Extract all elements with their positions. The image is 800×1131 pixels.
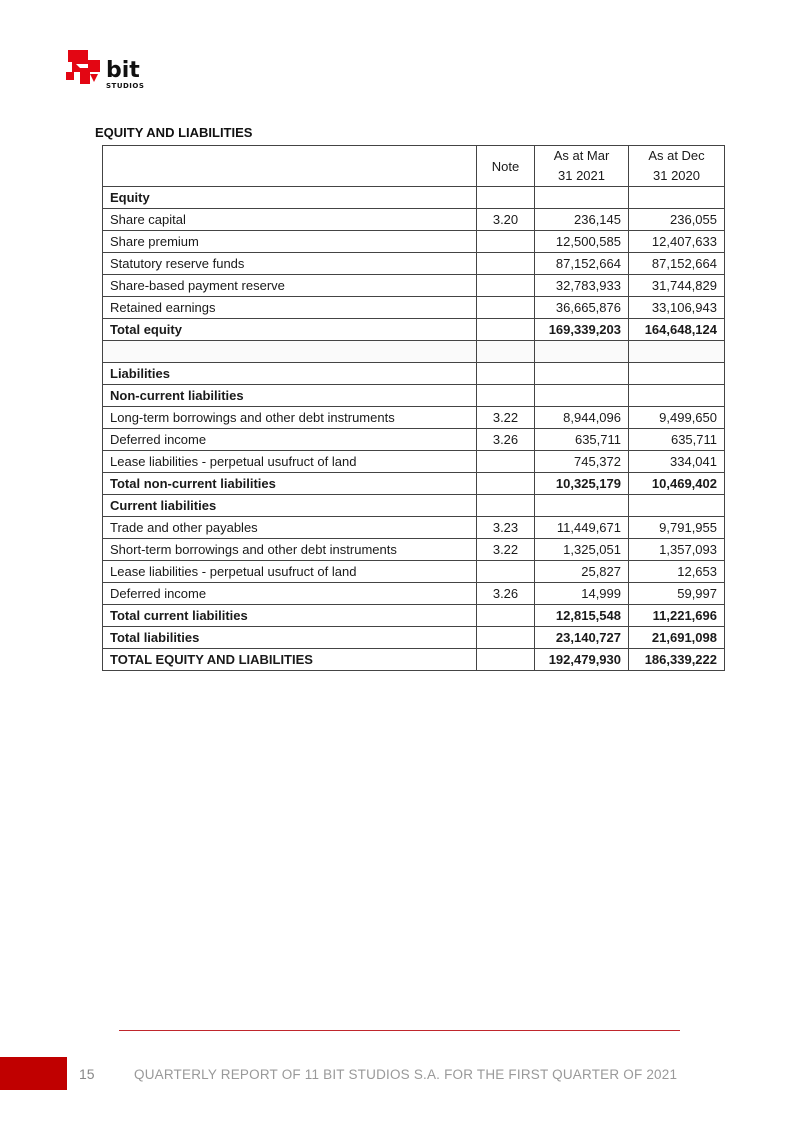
row-label: Current liabilities — [103, 495, 477, 517]
row-value-dec-2020 — [629, 363, 725, 385]
row-label: Deferred income — [103, 429, 477, 451]
table-row — [103, 429, 725, 451]
row-value-dec-2020 — [629, 385, 725, 407]
row-note — [477, 561, 535, 583]
row-value-mar-2021: 192,479,930 — [535, 649, 629, 671]
header-col2-line1: As at Dec — [648, 148, 705, 163]
table-row — [103, 561, 725, 583]
table-header-row — [103, 146, 725, 187]
header-col1-line2: 31 2021 — [558, 168, 605, 183]
row-value-mar-2021: 87,152,664 — [535, 253, 629, 275]
row-value-mar-2021: 169,339,203 — [535, 319, 629, 341]
row-value-mar-2021: 745,372 — [535, 451, 629, 473]
company-logo — [66, 50, 148, 92]
row-label: Lease liabilities - perpetual usufruct of land — [103, 561, 477, 583]
table-row — [103, 385, 725, 407]
row-note — [477, 473, 535, 495]
row-label: Lease liabilities - perpetual usufruct of land — [103, 451, 477, 473]
header-col-dec-2020 — [629, 146, 725, 187]
row-note — [477, 605, 535, 627]
row-value-mar-2021: 32,783,933 — [535, 275, 629, 297]
row-value-mar-2021: 8,944,096 — [535, 407, 629, 429]
row-label: Non-current liabilities — [103, 385, 477, 407]
section-title: EQUITY AND LIABILITIES — [95, 125, 253, 140]
header-note: Note — [477, 146, 535, 187]
row-value-mar-2021: 36,665,876 — [535, 297, 629, 319]
row-value-mar-2021 — [535, 341, 629, 363]
header-label-cell — [103, 146, 477, 187]
row-value-dec-2020: 9,499,650 — [629, 407, 725, 429]
row-note — [477, 187, 535, 209]
row-value-dec-2020: 31,744,829 — [629, 275, 725, 297]
row-value-mar-2021: 12,815,548 — [535, 605, 629, 627]
row-label: Total equity — [103, 319, 477, 341]
row-value-dec-2020: 186,339,222 — [629, 649, 725, 671]
row-value-dec-2020: 12,407,633 — [629, 231, 725, 253]
row-value-mar-2021: 25,827 — [535, 561, 629, 583]
row-value-mar-2021: 11,449,671 — [535, 517, 629, 539]
row-value-dec-2020: 10,469,402 — [629, 473, 725, 495]
balance-sheet-table — [102, 145, 725, 671]
row-label: Statutory reserve funds — [103, 253, 477, 275]
row-value-dec-2020: 236,055 — [629, 209, 725, 231]
table-row — [103, 605, 725, 627]
row-label: Total current liabilities — [103, 605, 477, 627]
row-value-mar-2021: 23,140,727 — [535, 627, 629, 649]
row-label: Retained earnings — [103, 297, 477, 319]
header-col1-line1: As at Mar — [553, 148, 610, 163]
row-value-dec-2020: 59,997 — [629, 583, 725, 605]
row-note — [477, 649, 535, 671]
row-value-mar-2021: 10,325,179 — [535, 473, 629, 495]
header-col2-line2: 31 2020 — [653, 168, 700, 183]
page-number: 15 — [79, 1066, 95, 1082]
row-value-dec-2020: 11,221,696 — [629, 605, 725, 627]
row-label: Share-based payment reserve — [103, 275, 477, 297]
row-label: Share premium — [103, 231, 477, 253]
table-row — [103, 649, 725, 671]
row-note — [477, 275, 535, 297]
row-note: 3.23 — [477, 517, 535, 539]
row-value-mar-2021: 635,711 — [535, 429, 629, 451]
row-value-mar-2021: 12,500,585 — [535, 231, 629, 253]
row-label: Total liabilities — [103, 627, 477, 649]
table-row — [103, 539, 725, 561]
row-value-mar-2021 — [535, 363, 629, 385]
row-note — [477, 253, 535, 275]
table-row — [103, 297, 725, 319]
header-col-mar-2021 — [535, 146, 629, 187]
row-note — [477, 627, 535, 649]
row-note — [477, 363, 535, 385]
row-value-mar-2021 — [535, 187, 629, 209]
table-row — [103, 583, 725, 605]
table-row — [103, 253, 725, 275]
table-row — [103, 451, 725, 473]
row-value-dec-2020: 12,653 — [629, 561, 725, 583]
table-row — [103, 319, 725, 341]
row-label — [103, 341, 477, 363]
row-note — [477, 341, 535, 363]
row-label: Long-term borrowings and other debt instruments — [103, 407, 477, 429]
row-value-mar-2021: 236,145 — [535, 209, 629, 231]
row-label: Share capital — [103, 209, 477, 231]
row-note — [477, 297, 535, 319]
table-row — [103, 627, 725, 649]
row-value-dec-2020: 1,357,093 — [629, 539, 725, 561]
row-value-dec-2020 — [629, 341, 725, 363]
footer-divider — [119, 1030, 680, 1031]
row-value-dec-2020: 87,152,664 — [629, 253, 725, 275]
row-label: TOTAL EQUITY AND LIABILITIES — [103, 649, 477, 671]
row-note: 3.26 — [477, 429, 535, 451]
footer-title: QUARTERLY REPORT OF 11 BIT STUDIOS S.A. FOR THE FIRST QUARTER OF 2021 — [134, 1067, 678, 1082]
row-note: 3.22 — [477, 539, 535, 561]
table-row — [103, 407, 725, 429]
row-note — [477, 495, 535, 517]
row-value-mar-2021: 1,325,051 — [535, 539, 629, 561]
row-note: 3.22 — [477, 407, 535, 429]
row-note: 3.26 — [477, 583, 535, 605]
logo-mark-icon — [66, 50, 104, 88]
row-label: Trade and other payables — [103, 517, 477, 539]
row-note — [477, 231, 535, 253]
row-label: Total non-current liabilities — [103, 473, 477, 495]
table-row — [103, 341, 725, 363]
table-row — [103, 231, 725, 253]
logo-brand-text: bit — [106, 58, 140, 83]
row-label: Deferred income — [103, 583, 477, 605]
row-value-dec-2020: 21,691,098 — [629, 627, 725, 649]
row-note — [477, 319, 535, 341]
row-value-dec-2020: 635,711 — [629, 429, 725, 451]
table-row — [103, 209, 725, 231]
row-note — [477, 385, 535, 407]
table-row — [103, 495, 725, 517]
table-row — [103, 187, 725, 209]
row-value-dec-2020: 334,041 — [629, 451, 725, 473]
row-value-mar-2021: 14,999 — [535, 583, 629, 605]
table-row — [103, 275, 725, 297]
footer-accent-block — [0, 1057, 67, 1090]
row-label: Short-term borrowings and other debt instruments — [103, 539, 477, 561]
row-value-dec-2020 — [629, 187, 725, 209]
table-row — [103, 517, 725, 539]
table-row — [103, 473, 725, 495]
row-value-dec-2020: 9,791,955 — [629, 517, 725, 539]
row-label: Equity — [103, 187, 477, 209]
row-value-dec-2020: 164,648,124 — [629, 319, 725, 341]
row-value-dec-2020: 33,106,943 — [629, 297, 725, 319]
row-note: 3.20 — [477, 209, 535, 231]
row-value-mar-2021 — [535, 385, 629, 407]
table-row — [103, 363, 725, 385]
row-value-dec-2020 — [629, 495, 725, 517]
row-value-mar-2021 — [535, 495, 629, 517]
row-label: Liabilities — [103, 363, 477, 385]
logo-sub-text: STUDIOS — [106, 82, 145, 90]
row-note — [477, 451, 535, 473]
